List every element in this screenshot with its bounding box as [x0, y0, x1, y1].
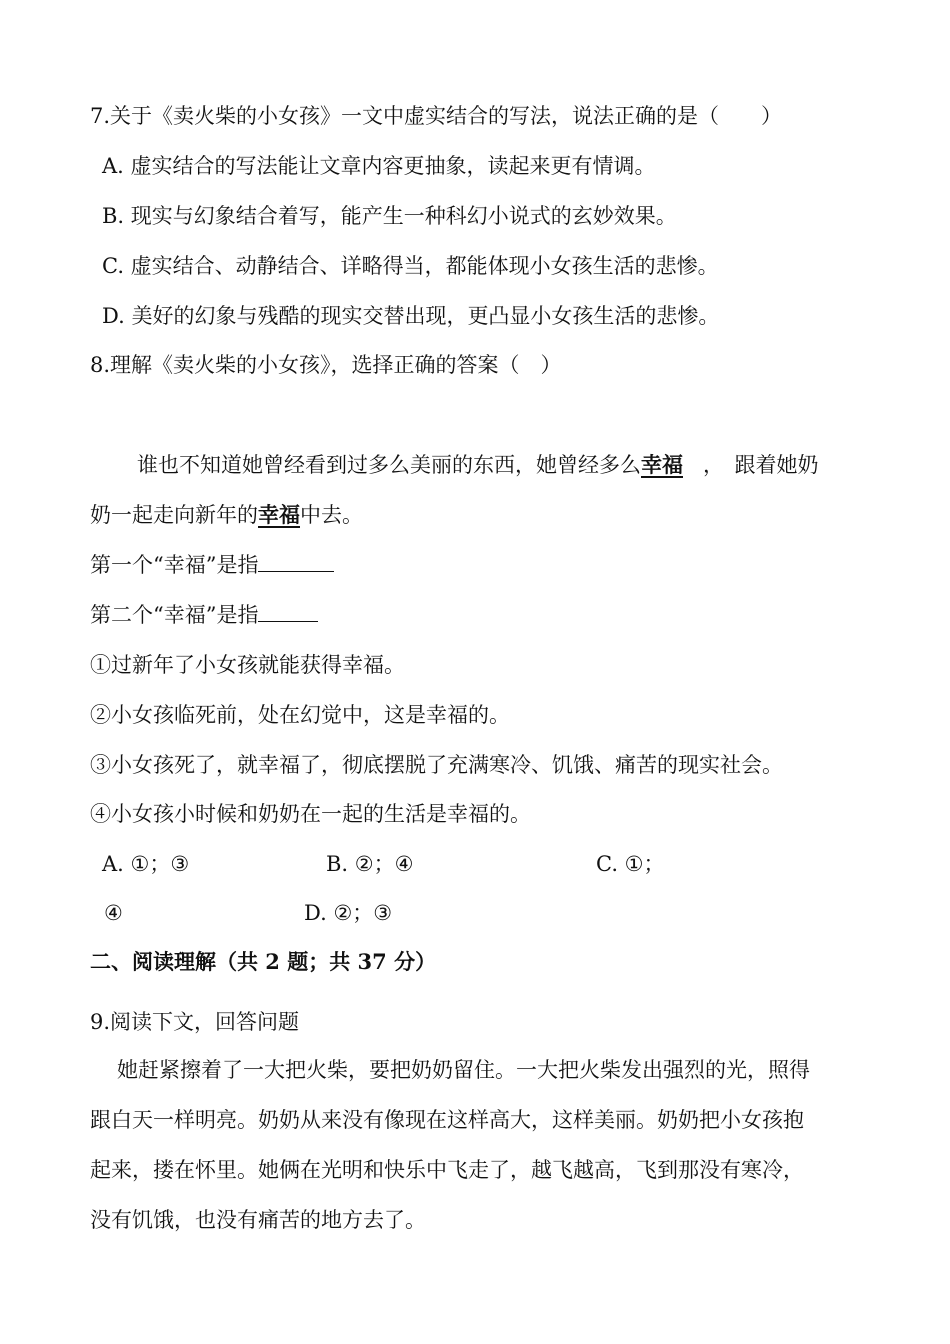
passage-text-4: 中去。 [300, 503, 363, 527]
q8-blank-1 [90, 550, 334, 580]
underlined-word-happiness-1: 幸福 [641, 452, 683, 477]
q8-choice-c: C. ①； [596, 852, 665, 876]
blank-1-label: 第一个“幸福”是指 [90, 553, 259, 577]
q7-option-b: B. 现实与幻象结合着写，能产生一种科幻小说式的玄妙效果。 [102, 204, 677, 228]
q9-passage-line-1: 她赶紧擦着了一大把火柴，要把奶奶留住。一大把火柴发出强烈的光，照得 [117, 1058, 810, 1082]
q9-passage-line-4: 没有饥饿，也没有痛苦的地方去了。 [90, 1208, 426, 1232]
q8-choice-b: B. ②；④ [326, 852, 414, 876]
section-2-heading: 二、阅读理解（共 2 题；共 37 分） [90, 949, 437, 974]
q8-statement-3: ③小女孩死了，就幸福了，彻底摆脱了充满寒冷、饥饿、痛苦的现实社会。 [90, 753, 783, 777]
q8-choice-c-cont: ④ [104, 901, 123, 925]
q7-option-a: A. 虚实结合的写法能让文章内容更抽象，读起来更有情调。 [102, 154, 656, 178]
q8-passage-line1 [137, 450, 819, 480]
blank-2-label: 第二个“幸福”是指 [90, 603, 259, 627]
q8-statement-2: ②小女孩临死前，处在幻觉中，这是幸福的。 [90, 703, 510, 727]
passage-text-1: 谁也不知道她曾经看到过多么美丽的东西，她曾经多么 [137, 453, 641, 477]
underlined-word-happiness-2: 幸福 [258, 502, 300, 527]
q7-option-d: D. 美好的幻象与残酷的现实交替出现，更凸显小女孩生活的悲惨。 [102, 304, 720, 328]
passage-text-3: 奶一起走向新年的 [90, 503, 258, 527]
q8-blank-2 [90, 600, 318, 630]
q9-passage-line-2: 跟白天一样明亮。奶奶从来没有像现在这样高大，这样美丽。奶奶把小女孩抱 [90, 1108, 804, 1132]
q8-stem: 8.理解《卖火柴的小女孩》，选择正确的答案（ ） [90, 353, 562, 377]
q8-statement-1: ①过新年了小女孩就能获得幸福。 [90, 653, 405, 677]
answer-blank-2[interactable] [258, 601, 318, 622]
q8-choice-d: D. ②；③ [304, 901, 393, 925]
q8-choice-a: A. ①；③ [102, 852, 190, 876]
answer-blank-1[interactable] [258, 551, 334, 572]
q7-option-c: C. 虚实结合、动静结合、详略得当，都能体现小女孩生活的悲惨。 [102, 254, 719, 278]
q7-stem: 7.关于《卖火柴的小女孩》一文中虚实结合的写法，说法正确的是（ ） [90, 104, 783, 128]
q9-passage-line-3: 起来，搂在怀里。她俩在光明和快乐中飞走了，越飞越高，飞到那没有寒冷， [90, 1158, 804, 1182]
q8-passage-line2 [90, 500, 363, 530]
q8-statement-4: ④小女孩小时候和奶奶在一起的生活是幸福的。 [90, 802, 531, 826]
passage-text-2: ， 跟着她奶 [703, 453, 819, 477]
q9-stem: 9.阅读下文，回答问题 [90, 1010, 300, 1034]
